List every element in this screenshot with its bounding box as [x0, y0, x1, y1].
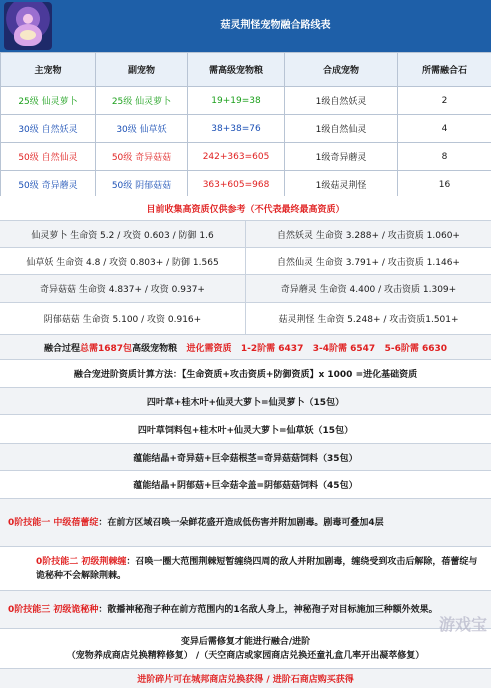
header-food: 需高级宠物粮 — [188, 53, 285, 87]
main-pet-cell: 50级 奇异蘑灵 — [1, 171, 96, 199]
header-result: 合成宠物 — [285, 53, 398, 87]
table-row — [1, 171, 491, 199]
skill-desc: ：散播神秘孢子种在前方范围内的1名敌人身上，神秘孢子对目标施加三种额外效果。 — [98, 604, 438, 615]
recipe-row — [0, 415, 491, 444]
skill-name: 0阶技能一 中级蓓蕾绽 — [8, 517, 99, 528]
main-pet-cell: 25级 仙灵萝卜 — [1, 87, 96, 115]
recipe-row — [0, 388, 491, 415]
sub-pet-cell: 50级 阴郁菇菇 — [96, 171, 188, 199]
stones-cell: 4 — [398, 115, 491, 143]
recipe-text: 四叶草饲料包+桂木叶+仙灵大萝卜=仙草妖（15包） — [137, 425, 354, 436]
table-row — [1, 143, 491, 171]
skill-desc: ：召唤一圈大范围荆棘短暂缠绕四周的敌人并附加剧毒，缠绕受到攻击后解除，蓓蕾绽与诡秘种不会解除荆棘。 — [36, 556, 478, 581]
pet-avatar — [4, 2, 52, 50]
result-cell: 1级菇灵荆怪 — [285, 171, 398, 199]
fusion-table — [0, 52, 491, 199]
recipe-text: 蕴能结晶+奇异菇+巨伞菇根茎=奇异菇菇饲料（35包） — [133, 453, 358, 464]
skill-desc: ：在前方区域召唤一朵鲜花盛开造成低伤害并附加剧毒。剧毒可叠加4层 — [98, 517, 384, 528]
skill-row — [0, 591, 491, 629]
stones-cell: 16 — [398, 171, 491, 199]
skill-row — [0, 499, 491, 547]
page-title: 菇灵荆怪宠物融合路线表 — [220, 20, 331, 31]
repair-line-2: （宠物养成商店兑换精粹修复） /（天空商店或家园商店兑换还童礼盒几率开出凝萃修复） — [66, 650, 425, 661]
food-cell: 363+605=968 — [188, 171, 285, 199]
stat-right: 菇灵荆怪 生命资 5.248+ / 攻击资质1.501+ — [278, 315, 459, 325]
main-pet-cell: 30级 自然妖灵 — [1, 115, 96, 143]
stat-left: 仙灵萝卜 生命资 5.2 / 攻资 0.603 / 防御 1.6 — [0, 221, 246, 247]
footer-row — [0, 669, 491, 688]
table-header-row — [1, 53, 491, 87]
watermark-logo: 游戏宝 — [438, 615, 487, 634]
header-stones: 所需融合石 — [398, 53, 491, 87]
skill-name: 0阶技能三 初级诡秘种 — [8, 604, 99, 615]
fusion-stage-1: 1-2阶需 6437 — [231, 343, 304, 354]
recipe-text: 四叶草+桂木叶+仙灵大萝卜=仙灵萝卜（15包） — [146, 397, 345, 408]
fusion-middle: 高级宠物粮 — [132, 343, 187, 354]
title-bar — [0, 0, 491, 52]
fusion-stage-3: 5-6阶需 6630 — [375, 343, 448, 354]
stats-row — [0, 303, 491, 335]
recipe-row — [0, 444, 491, 471]
stat-left: 仙草妖 生命资 4.8 / 攻资 0.803+ / 防御 1.565 — [0, 248, 246, 274]
table-row — [1, 87, 491, 115]
stones-cell: 2 — [398, 87, 491, 115]
stat-right: 奇异蘑灵 生命资 4.400 / 攻击资质 1.309+ — [280, 285, 457, 295]
recipe-text: 蕴能结晶+阴郁菇+巨伞菇伞盖=阴郁菇菇饲料（45包） — [133, 481, 358, 491]
stat-right: 自然仙灵 生命资 3.791+ / 攻击资质 1.146+ — [277, 257, 460, 268]
skill-name: 0阶技能二 初级荆棘缠 — [36, 556, 127, 567]
stat-left: 阴郁菇菇 生命资 5.100 / 攻资 0.916+ — [0, 303, 246, 334]
skill-row — [0, 547, 491, 591]
fusion-need: 进化需资质 — [186, 343, 232, 354]
stones-cell: 8 — [398, 143, 491, 171]
header-sub-pet: 副宠物 — [96, 53, 188, 87]
stat-left: 奇异菇菇 生命资 4.837+ / 攻资 0.937+ — [0, 275, 246, 302]
repair-row — [0, 629, 491, 669]
fusion-stage-2: 3-4阶需 6547 — [303, 343, 376, 354]
stat-right: 自然妖灵 生命资 3.288+ / 攻击资质 1.060+ — [277, 230, 460, 241]
result-cell: 1级自然仙灵 — [285, 115, 398, 143]
food-cell: 38+38=76 — [188, 115, 285, 143]
sub-pet-cell: 25级 仙灵萝卜 — [96, 87, 188, 115]
food-cell: 242+363=605 — [188, 143, 285, 171]
food-cell: 19+19=38 — [188, 87, 285, 115]
header-main-pet: 主宠物 — [1, 53, 96, 87]
stats-row — [0, 221, 491, 248]
fusion-summary-row — [0, 335, 491, 360]
formula-text: 融合宠进阶资质计算方法：【生命资质+攻击资质+防御资质】x 1000 =进化基础资质 — [73, 370, 418, 380]
stats-row — [0, 275, 491, 303]
main-pet-cell: 50级 自然仙灵 — [1, 143, 96, 171]
sub-pet-cell: 30级 仙草妖 — [96, 115, 188, 143]
formula-row — [0, 360, 491, 388]
notice-row — [0, 196, 491, 221]
table-row — [1, 115, 491, 143]
stats-row — [0, 248, 491, 275]
fusion-total: 总需1687包 — [80, 343, 133, 354]
notice-text: 目前收集高资质仅供参考（不代表最终最高资质） — [146, 204, 345, 215]
fusion-prefix: 融合过程 — [43, 343, 80, 354]
result-cell: 1级奇异蘑灵 — [285, 143, 398, 171]
repair-line-1: 变异后需修复才能进行融合/进阶 — [180, 636, 311, 647]
sub-pet-cell: 50级 奇异菇菇 — [96, 143, 188, 171]
footer-text: 进阶碎片可在城邦商店兑换获得 / 进阶石商店购买获得 — [137, 675, 354, 685]
recipe-row — [0, 471, 491, 499]
result-cell: 1级自然妖灵 — [285, 87, 398, 115]
